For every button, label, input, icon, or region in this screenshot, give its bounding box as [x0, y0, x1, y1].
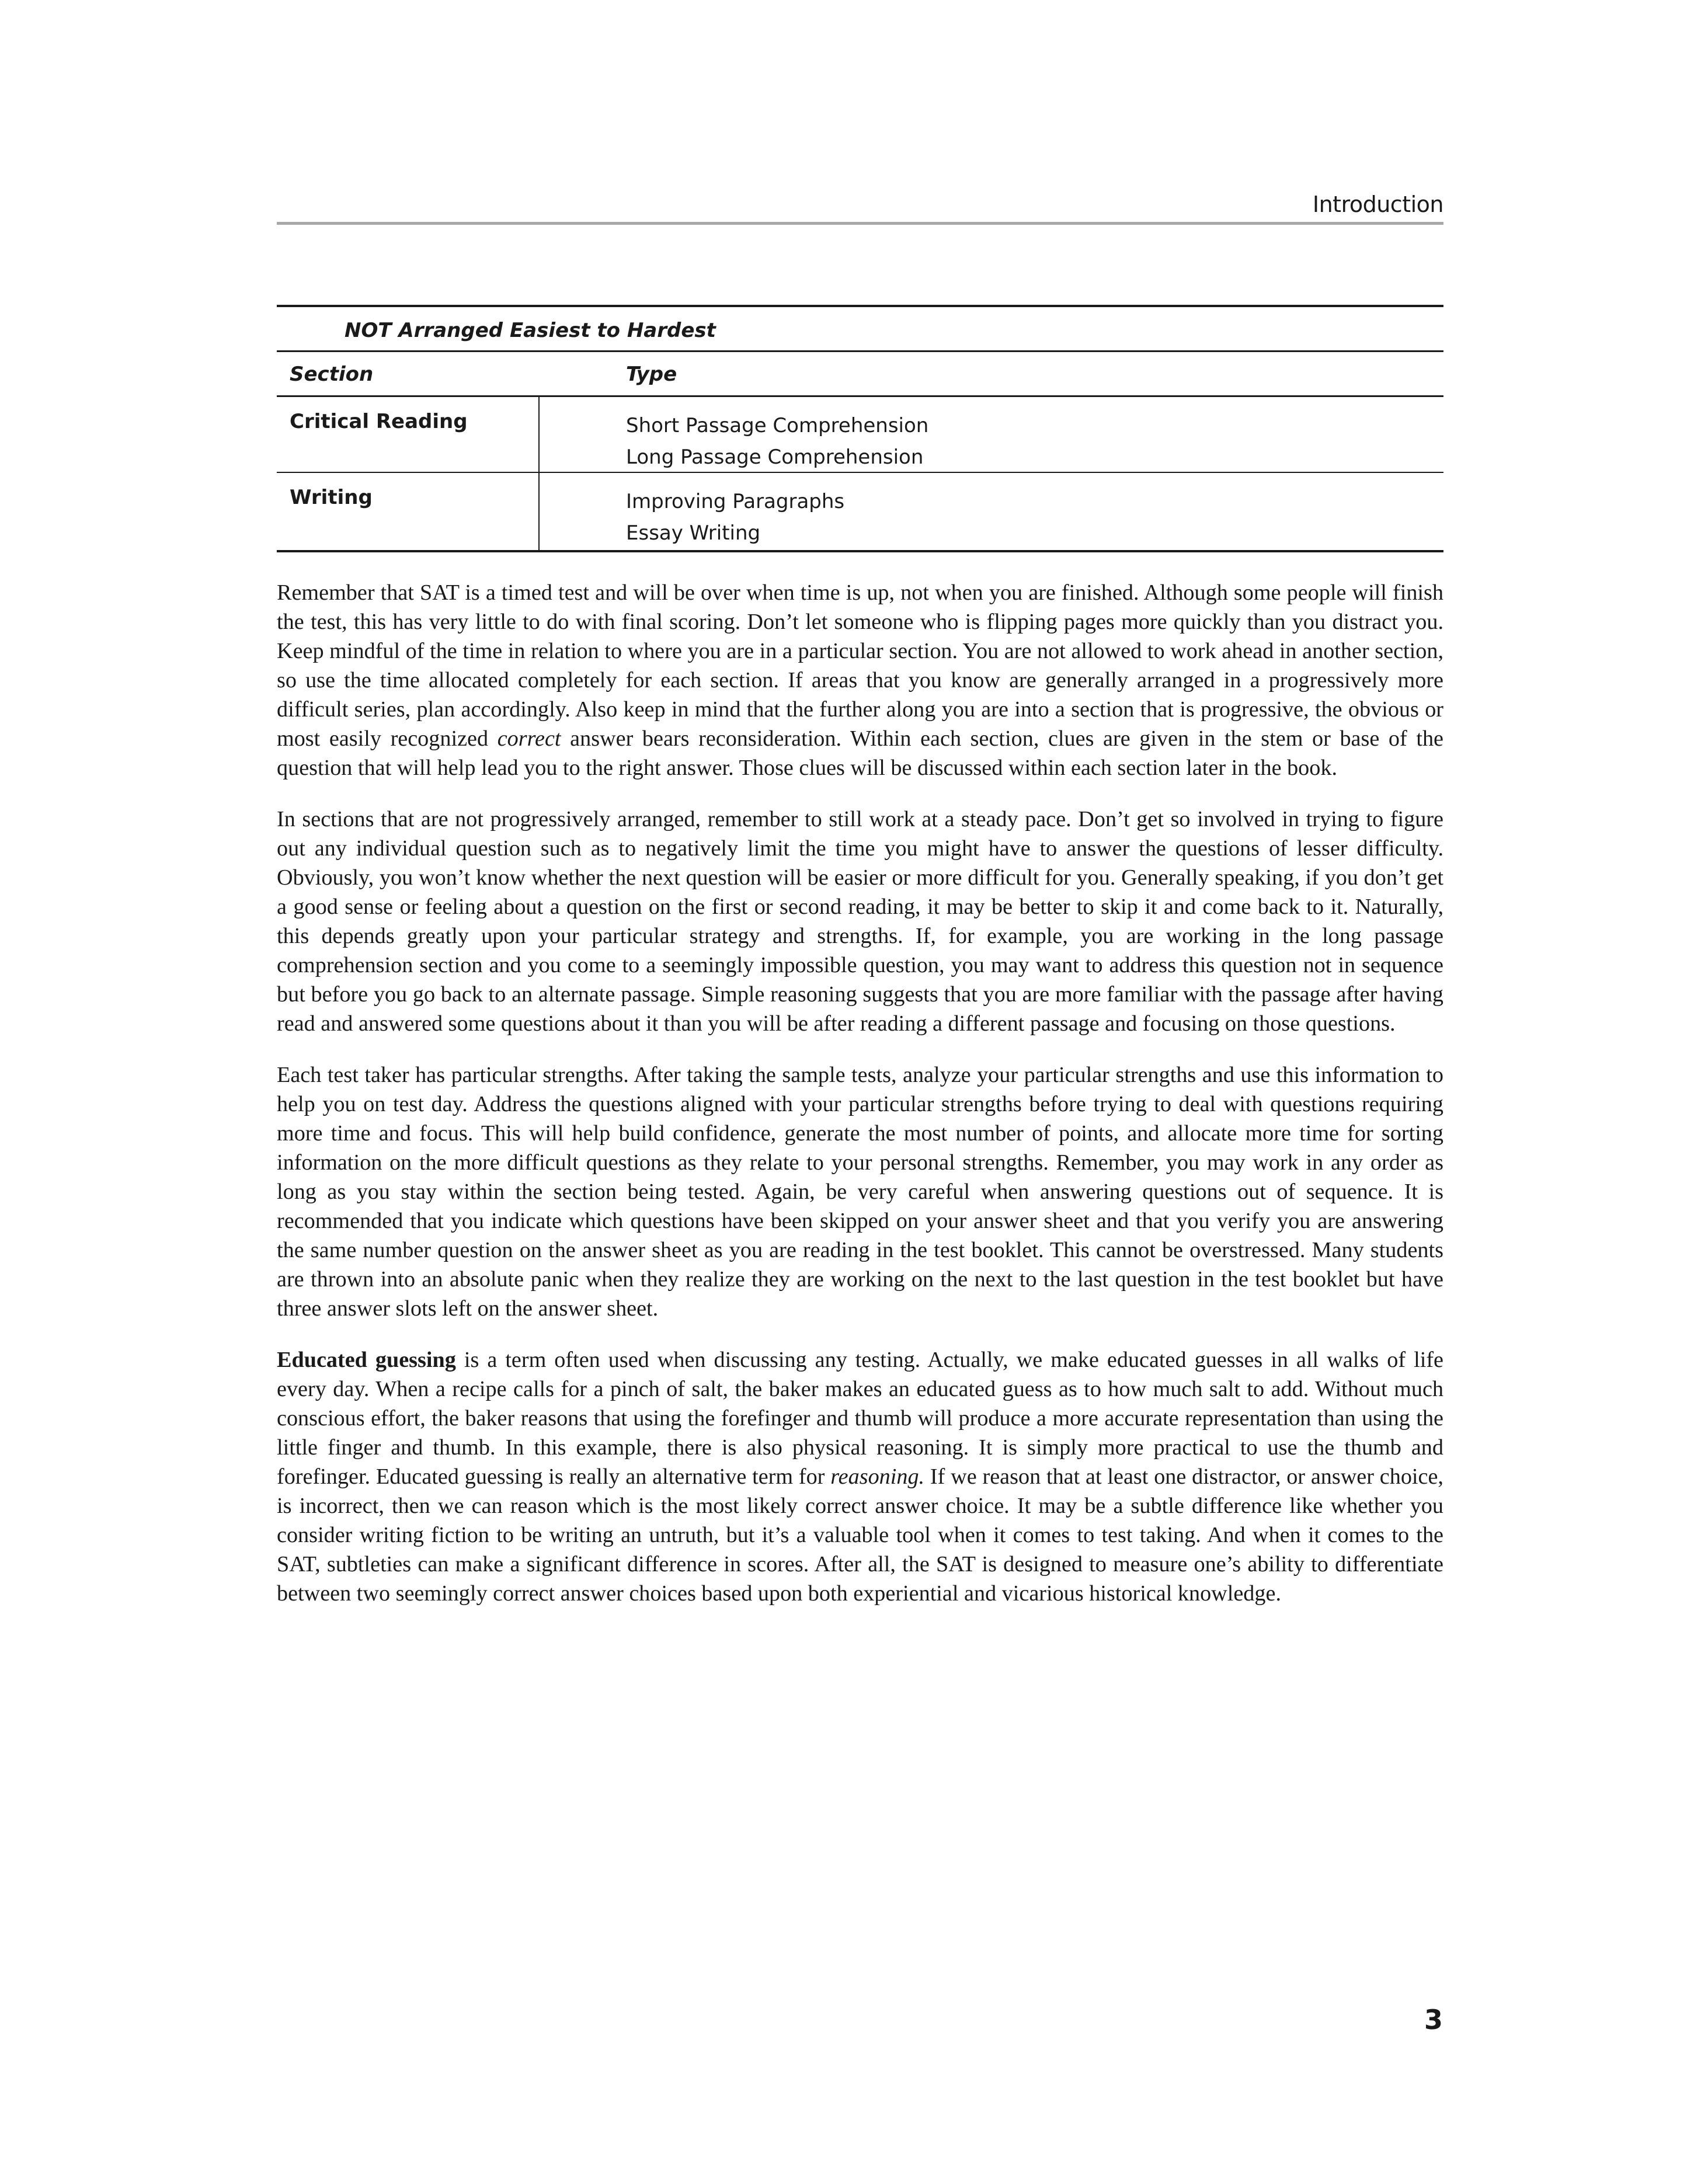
- row-type: Short Passage Comprehension: [626, 414, 929, 437]
- row-type: Improving Paragraphs: [626, 490, 845, 513]
- table-row: [277, 397, 1443, 473]
- row-type: Essay Writing: [626, 521, 761, 545]
- text-run: answer bears reconsideration. Within each section, clues are given in the stem or base of the question that will help lead you to the right answer. Those clues will be discussed within each section later in the book.: [277, 726, 1444, 780]
- table-row: [277, 473, 1443, 552]
- text-run: is a term often used when discussing any testing. Actually, we make educated guesses in all walks of life every day. When a recipe calls for a pinch of salt, the baker makes an educated guess as to how much salt to add. Without much conscious effort, the baker reasons that using the forefinger and thumb will produce a more accurate representation than using the little finger and thumb. In this example, there is also physical reasoning. It is simply more practical to use the thumb and forefinger. Educated guessing is really an alternative term for: [277, 1348, 1443, 1489]
- question-type-table: [277, 305, 1443, 552]
- running-header: [277, 187, 1443, 225]
- page-number: 3: [1424, 2004, 1443, 2035]
- row-type: Long Passage Comprehension: [626, 446, 924, 469]
- column-divider: [538, 397, 540, 472]
- text-run: Remember that SAT is a timed test and will be over when time is up, not when you are finished. Although some people will finish the test, this has very little to do with final scoring. Don’t let someone who is flipping pages more quickly than you distract you. Keep mindful of the time in relation to where you are in a particular section. You are not allowed to work ahead in another section, so use the time allocated completely for each section. If areas that you know are generally arranged in a progressively more difficult series, plan accordingly. Also keep in mind that the further along you are into a section that is progressive, the obvious or most easily recognized: [277, 580, 1443, 751]
- paragraph-timed-test: [277, 578, 1443, 782]
- header-title: Introduction: [1312, 192, 1443, 217]
- column-divider: [538, 473, 540, 550]
- row-types: [626, 486, 844, 549]
- row-section: Critical Reading: [290, 410, 468, 433]
- table-caption-row: [277, 305, 1443, 350]
- row-section: Writing: [290, 486, 373, 509]
- paragraph-steady-pace: In sections that are not progressively arranged, remember to still work at a steady pace. Don’t get so involved in trying to figure out any individual question such as to negatively limit the time you might have to answer the questions of lesser difficulty. Obviously, you won’t know whether the next question will be easier or more difficult for you. Generally speaking, if you don’t get a good sense or feeling about a question on the first or second reading, it may be better to skip it and come back to it. Naturally, this depends greatly upon your particular strategy and strengths. If, for example, you are working in the long passage comprehension section and you come to a seemingly impossible question, you may want to address this question not in sequence but before you go back to an alternate passage. Simple reasoning suggests that you are more familiar with the passage after having read and answered some questions about it than you will be after reading a different passage and focusing on those questions.: [277, 807, 1443, 1036]
- body-text: [277, 578, 1443, 1630]
- emphasis-text: reasoning.: [830, 1464, 925, 1489]
- bold-term: Educated guessing: [277, 1348, 456, 1372]
- column-header-type: Type: [626, 363, 677, 386]
- text-run: If we reason that at least one distractor, or answer choice, is incorrect, then we can reason which is the most likely correct answer choice. It may be a subtle difference like whether you consider writing fiction to be writing an untruth, but it’s a valuable tool when it comes to test taking. And when it comes to the SAT, subtleties can make a significant difference in scores. After all, the SAT is designed to measure one’s ability to differentiate between two seemingly correct answer choices based upon both experiential and vicarious historical knowledge.: [277, 1464, 1443, 1606]
- paragraph-educated-guessing: [277, 1345, 1443, 1608]
- emphasis-text: correct: [497, 726, 561, 751]
- table-caption: NOT Arranged Easiest to Hardest: [345, 319, 716, 342]
- table-header-row: [277, 350, 1443, 397]
- column-header-section: Section: [290, 363, 374, 386]
- paragraph-strengths: Each test taker has particular strengths. After taking the sample tests, analyze your particular strengths and use this information to help you on test day. Address the questions aligned with your particular strengths before trying to deal with questions requiring more time and focus. This will help build confidence, generate the most number of points, and allocate more time for sorting information on the more difficult questions as they relate to your personal strengths. Remember, you may work in any order as long as you stay within the section being tested. Again, be very careful when answering questions out of sequence. It is recommended that you indicate which questions have been skipped on your answer sheet and that you verify you are answering the same number question on the answer sheet as you are reading in the test booklet. This cannot be overstressed. Many students are thrown into an absolute panic when they realize they are working on the next to the last question in the test booklet but have three answer slots left on the answer sheet.: [277, 1063, 1443, 1321]
- row-types: [626, 410, 928, 473]
